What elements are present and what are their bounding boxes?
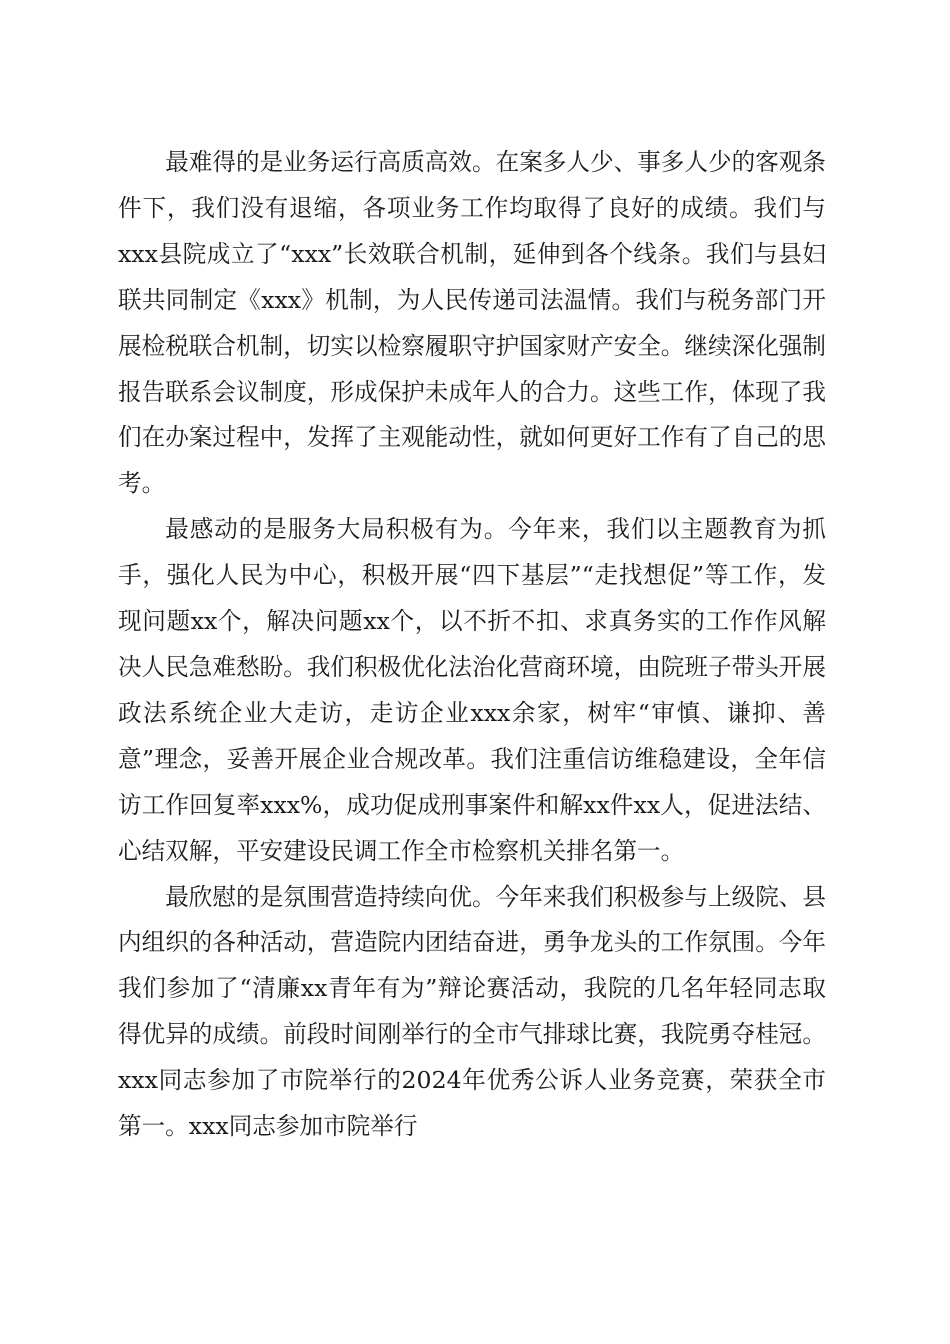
paragraph-atmosphere: 最欣慰的是氛围营造持续向优。今年来我们积极参与上级院、县内组织的各种活动，营造院内团结奋进，勇争龙头的工作氛围。今年我们参加了“清廉xx青年有为”辩论赛活动，我院的几名年轻同志取得优异的成绩。前段时间刚举行的全市气排球比赛，我院勇夺桂冠。xxx同志参加了市院举行的2024年优秀公诉人业务竞赛，荣获全市第一。xxx同志参加市院举行	[118, 882, 826, 1141]
paragraph-service-quality: 最难得的是业务运行高质高效。在案多人少、事多人少的客观条件下，我们没有退缩，各项业务工作均取得了良好的成绩。我们与xxx县院成立了“xxx”长效联合机制，延伸到各个线条。我们与县妇联共同制定《xxx》机制，为人民传递司法温情。我们与税务部门开展检税联合机制，切实以检察履职守护国家财产安全。继续深化强制报告联系会议制度，形成保护未成年人的合力。这些工作，体现了我们在办案过程中，发挥了主观能动性，就如何更好工作有了自己的思考。	[118, 148, 826, 498]
paragraph-serving-overall: 最感动的是服务大局积极有为。今年来，我们以主题教育为抓手，强化人民为中心，积极开展“四下基层”“走找想促”等工作，发现问题xx个，解决问题xx个，以不折不扣、求真务实的工作作风解决人民急难愁盼。我们积极优化法治化营商环境，由院班子带头开展政法系统企业大走访，走访企业xxx余家，树牢“审慎、谦抑、善意”理念，妥善开展企业合规改革。我们注重信访维稳建设，全年信访工作回复率xxx%，成功促成刑事案件和解xx件xx人，促进法结、心结双解，平安建设民调工作全市检察机关排名第一。	[118, 515, 826, 865]
document-body	[118, 140, 826, 1150]
